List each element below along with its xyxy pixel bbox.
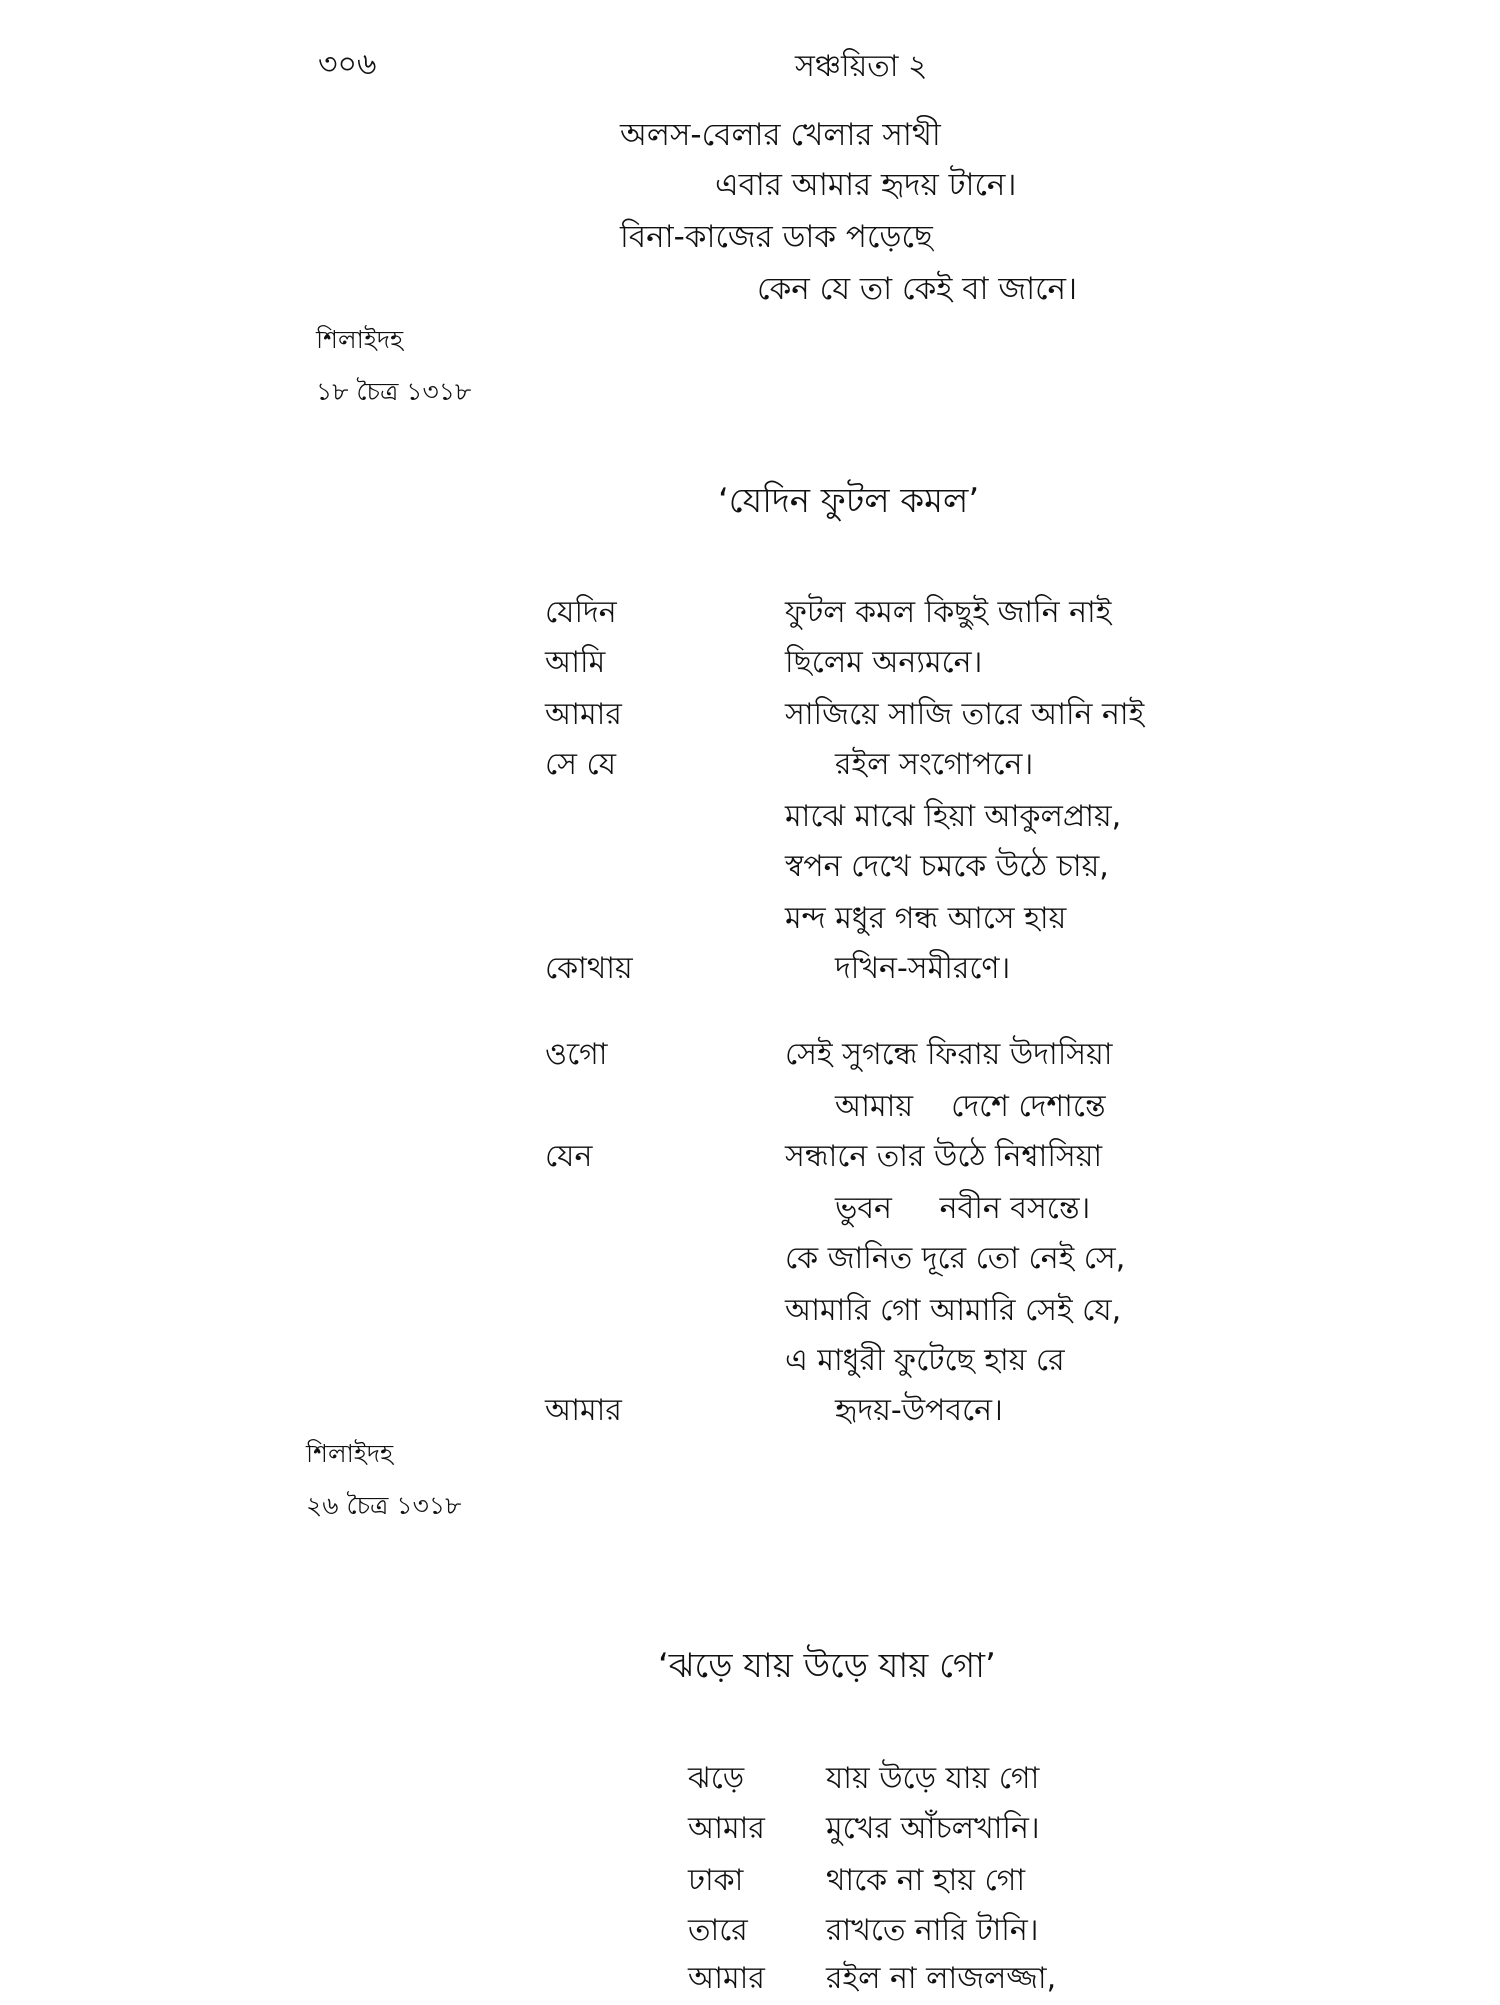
row-lead-word: তারে (688, 1913, 748, 1948)
row-lead-word: যেদিন (545, 595, 617, 630)
stanza-line: কেন যে তা কেই বা জানে। (757, 271, 1078, 307)
row-lead-word: আমি (545, 645, 606, 680)
row-lead-word: আমার (688, 1961, 765, 1996)
date-line: ২৬ চৈত্র ১৩১৮ (306, 1491, 462, 1520)
row-text: সাজিয়ে সাজি তারে আনি নাই (785, 697, 1145, 732)
row-text: রাখতে নারি টানি। (826, 1913, 1039, 1948)
row-text: সেই সুগন্ধে ফিরায় উদাসিয়া (785, 1037, 1113, 1072)
row-text: মাঝে মাঝে হিয়া আকুলপ্রায়, (785, 799, 1122, 834)
row-text: মুখের আঁচলখানি। (826, 1811, 1040, 1846)
row-text: হৃদয়-উপবনে। (835, 1393, 1003, 1428)
row-text: রইল সংগোপনে। (835, 747, 1034, 782)
row-text: ভুবন নবীন বসন্তে। (835, 1191, 1091, 1226)
row-lead-word: ওগো (545, 1037, 608, 1072)
place-name: শিলাইদহ (306, 1439, 394, 1468)
row-text: মন্দ মধুর গন্ধ আসে হায় (785, 901, 1067, 936)
poem-title: ‘ঝড়ে যায় উড়ে যায় গো’ (658, 1646, 996, 1686)
row-lead-word: ঝড়ে (688, 1761, 745, 1796)
row-text: ফুটল কমল কিছুই জানি নাই (785, 595, 1112, 630)
row-lead-word: কোথায় (545, 951, 633, 986)
row-text: আমারি গো আমারি সেই যে, (785, 1293, 1122, 1328)
row-lead-word: আমার (545, 1393, 622, 1428)
date-line: ১৮ চৈত্র ১৩১৮ (316, 377, 472, 406)
row-lead-word: আমার (545, 697, 622, 732)
row-lead-word: আমার (688, 1811, 765, 1846)
stanza-line: এবার আমার হৃদয় টানে। (715, 167, 1017, 203)
row-text: যায় উড়ে যায় গো (826, 1761, 1040, 1796)
stanza-line: অলস-বেলার খেলার সাথী (620, 117, 941, 153)
row-lead-word: যেন (545, 1139, 593, 1174)
row-text: ছিলেম অন্যমনে। (785, 645, 983, 680)
row-text: কে জানিত দূরে তো নেই সে, (785, 1241, 1126, 1276)
row-text: আমায় দেশে দেশান্তে (835, 1089, 1106, 1124)
poem-title: ‘যেদিন ফুটল কমল’ (718, 481, 980, 521)
row-text: স্বপন দেখে চমকে উঠে চায়, (785, 849, 1109, 884)
row-lead-word: সে যে (545, 747, 616, 782)
place-name: শিলাইদহ (316, 325, 404, 354)
row-text: থাকে না হায় গো (826, 1863, 1026, 1898)
row-text: সন্ধানে তার উঠে নিশ্বাসিয়া (785, 1139, 1103, 1174)
row-lead-word: ঢাকা (688, 1863, 744, 1898)
running-head: সঞ্চয়িতা ২ (795, 49, 928, 84)
row-text: রইল না লাজলজ্জা, (826, 1961, 1057, 1996)
stanza-line: বিনা-কাজের ডাক পড়েছে (620, 219, 933, 255)
row-text: দখিন-সমীরণে। (835, 951, 1011, 986)
row-text: এ মাধুরী ফুটেছে হায় রে (785, 1343, 1065, 1378)
page-number: ৩০৬ (318, 47, 377, 82)
